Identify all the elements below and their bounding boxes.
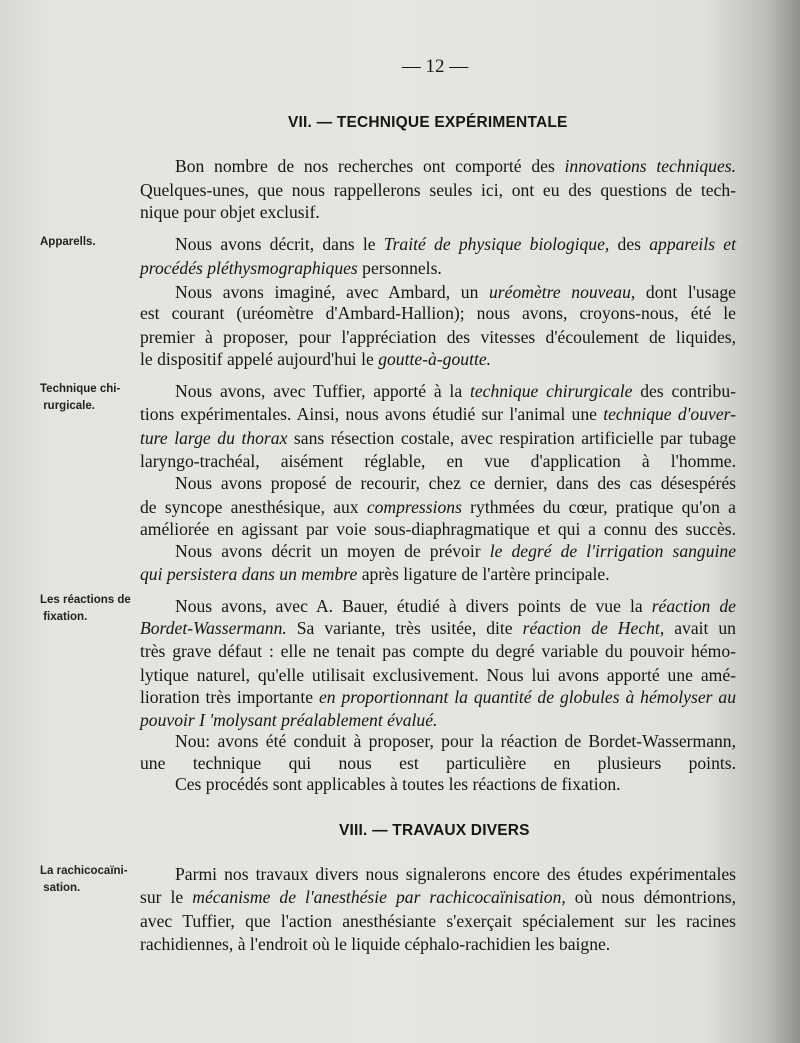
text-segment: Nous avons, avec Tuffier, apporté à la <box>175 381 470 401</box>
text-line <box>140 564 736 585</box>
text-line <box>140 180 736 201</box>
italic-text: Traité de physique biologique, <box>383 234 610 254</box>
section-heading-vii: VII. — TECHNIQUE EXPÉRIMENTALE <box>288 114 568 131</box>
italic-text: goutte-à-goutte. <box>378 349 492 369</box>
italic-text: mécanisme de l'anesthésie par rachicocaïnisation, <box>192 887 566 907</box>
text-segment: améliorée en agissant par voie sous-diaphragmatique et qui a connu des succès. <box>140 519 736 539</box>
text-line <box>175 473 736 494</box>
text-segment: Nous avons décrit un moyen de prévoir <box>175 541 490 561</box>
text-segment: Parmi nos travaux divers nous signalerons encore des études expérimentales <box>175 864 736 884</box>
text-segment: lioration très importante <box>140 687 319 707</box>
text-segment: nique pour objet exclusif. <box>140 202 320 222</box>
text-line <box>175 381 736 402</box>
text-segment: des <box>609 234 650 254</box>
text-line <box>140 349 736 370</box>
italic-text: réaction de Hecht, <box>522 618 665 638</box>
italic-text: compressions <box>366 497 462 517</box>
text-line <box>140 911 736 932</box>
text-line <box>175 731 736 752</box>
text-segment: Nou: avons été conduit à proposer, pour la réaction de Bordet-Wassermann, <box>175 731 736 751</box>
text-segment: tions expérimentales. Ainsi, nous avons étudié sur l'animal une <box>140 404 604 424</box>
text-segment: rachidiennes, à l'endroit où le liquide céphalo-rachidien les baigne. <box>140 934 611 954</box>
italic-text: qui persistera dans un membre <box>140 564 358 584</box>
text-segment: dont l'usage <box>635 282 736 302</box>
margin-note-appareils: Apparells. <box>40 236 96 248</box>
text-line <box>140 687 736 708</box>
text-segment: très grave défaut : elle ne tenait pas compte du degré variable du pouvoir hémo- <box>140 641 736 661</box>
text-line <box>140 887 736 908</box>
text-segment: Nous avons, avec A. Bauer, étudié à divers points de vue la <box>175 596 652 616</box>
italic-text: technique d'ouver- <box>603 404 736 424</box>
italic-text: Bordet-Wassermann. <box>140 618 287 638</box>
text-line <box>175 156 736 177</box>
italic-text: technique chirurgicale <box>469 381 633 401</box>
text-line <box>140 202 736 223</box>
text-line <box>175 541 736 562</box>
text-segment: Sa variante, très usitée, dite <box>286 618 523 638</box>
italic-text: ture large du thorax <box>140 428 288 448</box>
text-line <box>175 596 736 617</box>
text-segment: Bon nombre de nos recherches ont comporté des <box>175 156 565 176</box>
text-line <box>140 327 736 348</box>
text-segment: Quelques-unes, que nous rappellerons seules ici, ont eu des questions de tech- <box>140 180 736 200</box>
italic-text: pouvoir I 'molysant préalablement évalué. <box>140 710 438 730</box>
page-number: — 12 — <box>401 56 469 77</box>
text-segment: une technique qui nous est particulière en plusieurs points. <box>140 753 736 773</box>
text-segment: Ces procédés sont applicables à toutes les réactions de fixation. <box>175 774 621 794</box>
text-segment: personnels. <box>357 258 442 278</box>
text-line <box>175 864 736 885</box>
text-line <box>140 519 736 540</box>
text-line <box>140 665 736 686</box>
text-line <box>140 428 736 449</box>
italic-text: uréomètre nouveau, <box>489 282 636 302</box>
italic-text: procédés pléthysmographiques <box>140 258 358 278</box>
text-line <box>140 404 736 425</box>
text-line <box>175 282 736 303</box>
text-segment: est courant (uréomètre d'Ambard-Hallion); nous avons, croyons-nous, été le <box>140 303 736 323</box>
text-segment: rythmées du cœur, pratique qu'on a <box>461 497 736 517</box>
text-line <box>140 710 736 731</box>
text-segment: Nous avons proposé de recourir, chez ce dernier, dans des cas désespérés <box>175 473 736 493</box>
text-line <box>140 303 736 324</box>
text-line <box>140 934 736 955</box>
text-segment: lytique naturel, qu'elle utilisait exclusivement. Nous lui avons apporté une amé- <box>140 665 736 685</box>
margin-note-rachicocainisation: La rachicocaïni- sation. <box>40 865 128 894</box>
text-line <box>140 451 736 472</box>
text-segment: premier à proposer, pour l'appréciation des vitesses d'écoulement de liquides, <box>140 327 736 347</box>
text-segment: sur le <box>140 887 193 907</box>
text-segment: de syncope anesthésique, aux <box>140 497 367 517</box>
italic-text: le degré de l'irrigation sanguine <box>489 541 736 561</box>
text-segment: sans résection costale, avec respiration artificielle par tubage <box>287 428 736 448</box>
text-segment: où nous démontrions, <box>565 887 736 907</box>
text-segment: avait un <box>664 618 736 638</box>
text-segment: des contribu- <box>632 381 736 401</box>
margin-note-reactions-fixation: Les réactions de fixation. <box>40 594 131 623</box>
text-segment: le dispositif appelé aujourd'hui le <box>140 349 379 369</box>
italic-text: réaction de <box>651 596 736 616</box>
text-line <box>140 497 736 518</box>
text-segment: Nous avons décrit, dans le <box>175 234 384 254</box>
text-segment: après ligature de l'artère principale. <box>357 564 610 584</box>
text-line <box>140 641 736 662</box>
text-segment: laryngo-trachéal, aisément réglable, en vue d'application à l'homme. <box>140 451 736 471</box>
text-segment: avec Tuffier, que l'action anesthésiante s'exerçait spécialement sur les racines <box>140 911 736 931</box>
text-segment: Nous avons imaginé, avec Ambard, un <box>175 282 489 302</box>
section-heading-viii: VIII. — TRAVAUX DIVERS <box>339 822 530 839</box>
italic-text: appareils et <box>649 234 736 254</box>
italic-text: en proportionnant la quantité de globules à hémolyser au <box>318 687 736 707</box>
text-line <box>140 258 736 279</box>
text-line <box>175 234 736 255</box>
text-line <box>175 774 736 795</box>
margin-note-technique-chirurgicale: Technique chi- rurgicale. <box>40 383 121 412</box>
text-line <box>140 618 736 639</box>
text-line <box>140 753 736 774</box>
italic-text: innovations techniques. <box>564 156 736 176</box>
